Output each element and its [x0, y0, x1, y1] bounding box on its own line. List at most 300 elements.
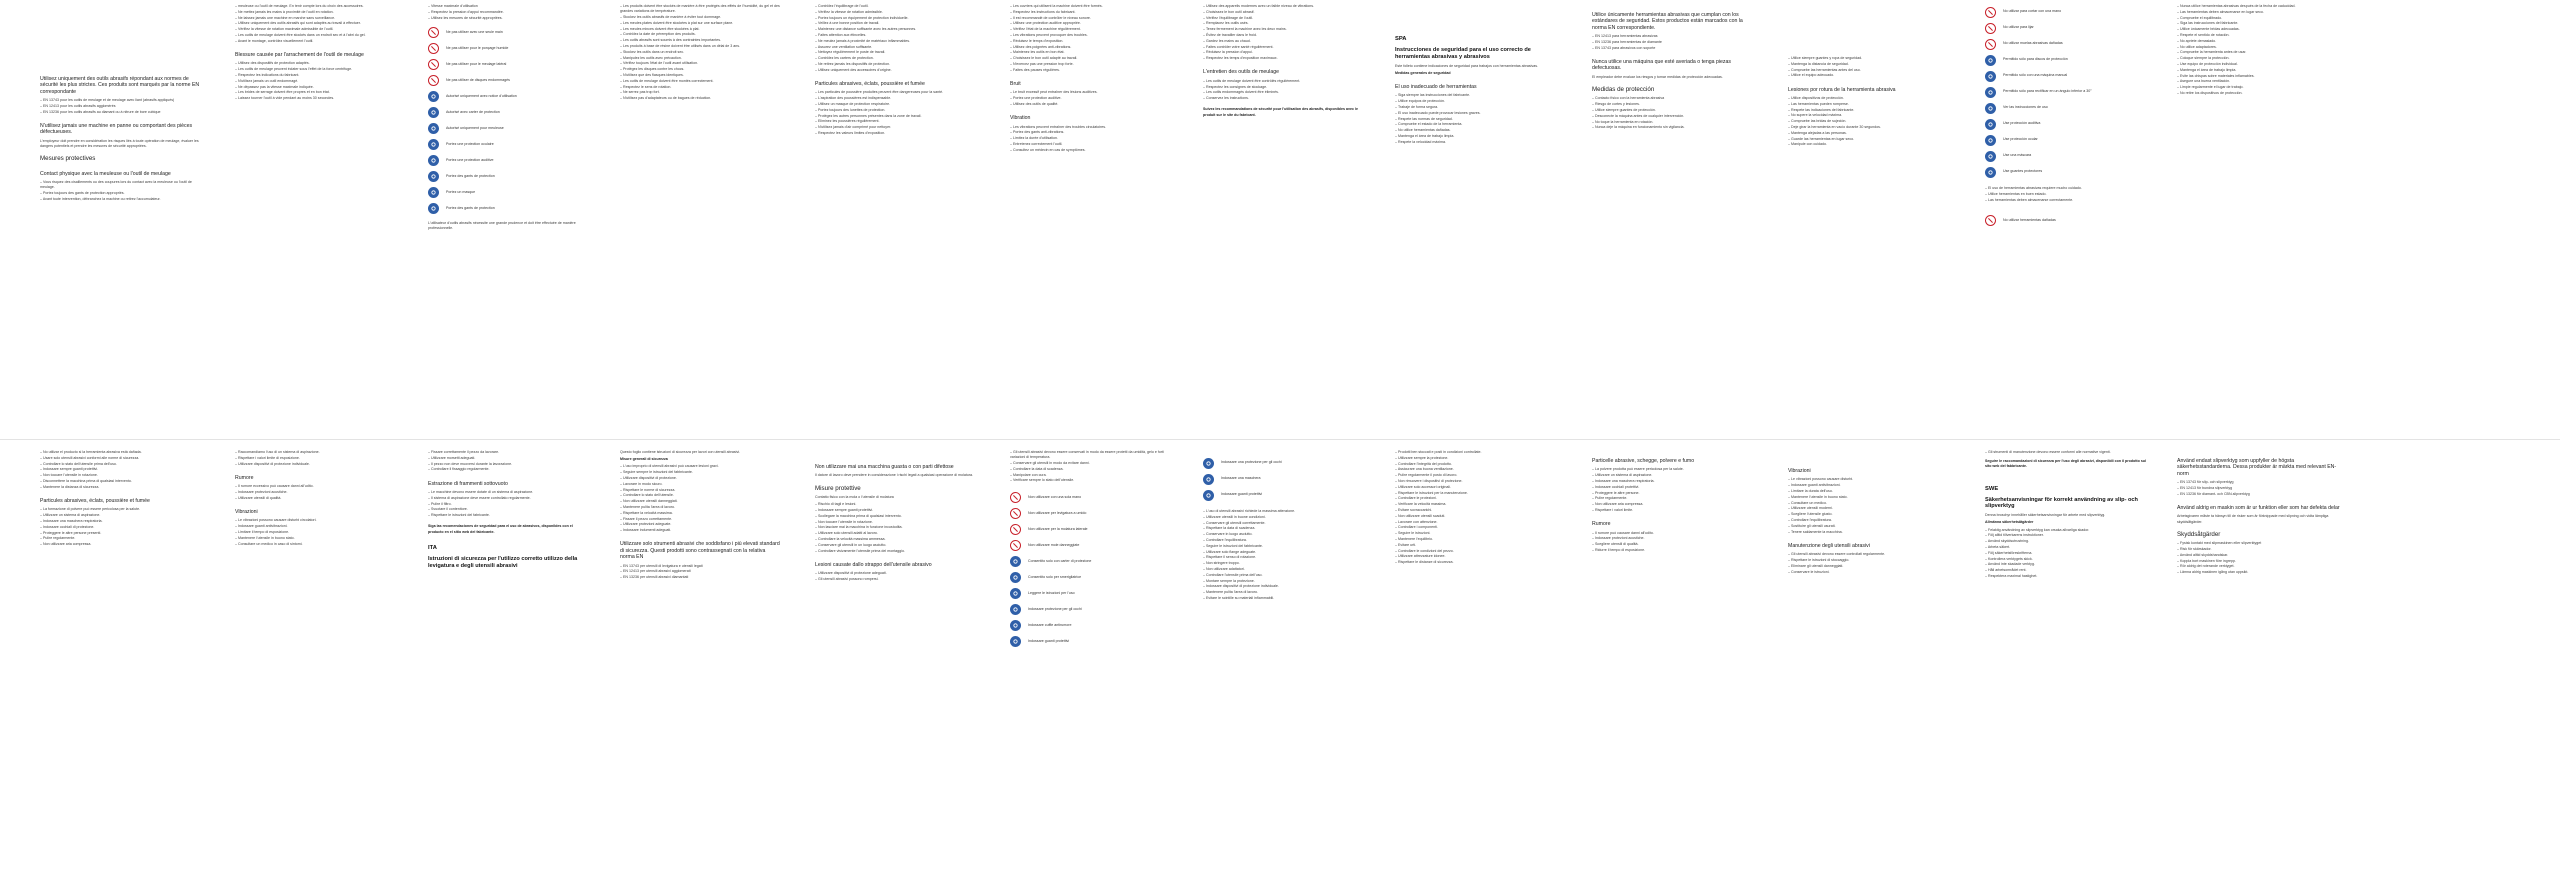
list-item: – Fissare correttamente il pezzo da lavorare. [428, 450, 588, 455]
glove-icon [428, 171, 439, 182]
list-item: – Använd inte skadade verktyg. [1985, 562, 2150, 567]
list-item: – Les outils abrasifs sont soumis à des contraintes importantes. [620, 38, 780, 43]
standards-list [2177, 480, 2342, 497]
bullet-list [1592, 96, 1757, 130]
col-fr-icons [428, 4, 588, 434]
list-item: – Risk för skärskador. [2177, 547, 2342, 552]
list-item: – Seguire le istruzioni. [1395, 531, 1560, 536]
icon-legend [1985, 4, 2150, 180]
section-heading: El uso inadecuado de herramientas [1395, 84, 1477, 90]
list-item: – Non toccare l'utensile in rotazione. [40, 473, 200, 478]
list-item: – Portez toujours un équipement de protection individuelle. [815, 16, 975, 21]
list-item: – Verificare sempre lo stato dell'utensile. [1010, 478, 1170, 483]
list-item: – Följ alltid tillverkarens instruktioner. [1985, 533, 2150, 538]
col-swe-1 [1985, 450, 2150, 870]
list-item: – Respectez les indications du fabricant. [235, 73, 395, 78]
list-item: – Utilisez une protection auditive appropriée. [1010, 21, 1170, 26]
symbol-row [1985, 84, 2150, 100]
list-item: – Non stringere troppo. [1203, 561, 1363, 566]
list-item: – Indossare una maschera respiratoria. [40, 519, 200, 524]
section-heading: Rumore [1592, 521, 1611, 528]
list-item: – Non utilizzare adattatori. [1203, 567, 1363, 572]
list-item: – EN 12413 pour les outils abrasifs agglomérés [40, 104, 200, 109]
bullet-list [235, 518, 395, 546]
no-damaged-icon [1985, 215, 1996, 226]
symbol-label: No utilizar herramientas dañadas [2003, 218, 2056, 223]
list-item: – Utilisez un masque de protection respiratoire. [815, 102, 975, 107]
section-heading: Lesiones por rotura de la herramienta abrasiva [1788, 86, 1896, 93]
machine-warning-heading: N'utilisez jamais une machine en panne ou comportant des pièces défectueuses. [40, 123, 193, 136]
symbol-label: No utilizar para cortar con una mano [2003, 9, 2062, 14]
list-item: – Les outils de meulage doivent être contrôlés régulièrement. [1203, 79, 1363, 84]
list-item: – Utilizzare solo accessori originali. [1395, 485, 1560, 490]
bullet-list [2177, 541, 2342, 575]
list-item: – Limpie regularmente el lugar de trabajo. [2177, 85, 2342, 90]
section-heading: Particules abrasives, éclats, poussière et fumée [815, 80, 925, 87]
section-heading: Rumore [235, 474, 254, 481]
list-item: – Scegliere utensili di qualità. [1592, 542, 1757, 547]
symbol-row [428, 185, 588, 201]
dust-icon [1203, 474, 1214, 485]
bullet-list [428, 4, 588, 21]
list-item: – Utilizzare utensili in buone condizioni. [1203, 515, 1363, 520]
col-ita-7 [1203, 455, 1363, 870]
symbol-label: Ne pas utiliser de disques endommagés [446, 78, 510, 83]
glove-icon [1203, 490, 1214, 501]
list-item: – Svuotare il contenitore. [428, 507, 588, 512]
document-title: Säkerhetsanvisningar för korrekt användning av slip- och slipverktyg [1985, 496, 2138, 510]
no-hand-icon [428, 27, 439, 38]
list-item: – Utilisez des dispositifs de protection adaptés. [235, 61, 395, 66]
section-heading: Bruit [1010, 80, 1021, 87]
list-item: – EN 12413 för bundna slipverktyg [2177, 486, 2342, 491]
eye-icon [428, 139, 439, 150]
symbol-label: Permitido sólo para discos de protección [2003, 57, 2068, 62]
symbol-row [1010, 634, 1170, 650]
list-item: – Limitare la durata dell'uso. [1788, 489, 1953, 494]
list-item: – Utilisez des appareils modernes avec un faible niveau de vibrations. [1203, 4, 1363, 9]
list-item: – N'utilisez que des flasques identiques. [620, 73, 780, 78]
list-item: – N'utilisez jamais un outil endommagé. [235, 79, 395, 84]
recommendation-note: Seguire le raccomandazioni di sicurezza per l'uso degli abrasivi, disponibili con il prodotto sul sito web del fabbricante. [1985, 459, 2147, 469]
list-item: – Montare sempre la protezione. [1203, 579, 1363, 584]
contact-list [40, 180, 200, 202]
list-item: – Rischio di tagli e lesioni. [815, 502, 975, 507]
list-item: – Kontrollera verktygets skick. [1985, 557, 2150, 562]
list-item: – Utilizzare utensili di qualità. [235, 496, 395, 501]
list-item: – Utilice herramientas en buen estado. [1985, 192, 2150, 197]
symbol-label: Ver las instrucciones de uso [2003, 105, 2048, 110]
symbol-row [428, 121, 588, 137]
symbol-row [428, 57, 588, 73]
list-item: – Seguire le istruzioni del fabbricante. [1203, 544, 1363, 549]
protection-icon [1985, 87, 1996, 98]
no-side-icon [1010, 524, 1021, 535]
list-item: – N'exercez pas une pression trop forte. [1010, 62, 1170, 67]
bullet-list [1395, 93, 1560, 145]
list-item: – EN 13743 pour les outils de meulage et de meulage avec liant (abrasifs appliqués) [40, 98, 200, 103]
section-heading: Blessure causée par l'arrachement de l'outil de meulage [235, 51, 364, 58]
list-item: – Nunca deje la máquina en funcionamiento sin vigilancia. [1592, 125, 1757, 130]
bullet-list [1592, 531, 1757, 554]
list-item: – Tenez fermement la machine avec les deux mains. [1203, 27, 1363, 32]
list-item: – Vérifiez la vitesse de rotation maximale admissible de l'outil. [235, 27, 395, 32]
list-item: – Mantenere l'utensile in buono stato. [235, 536, 395, 541]
section-heading: Manutenzione degli utensili abrasivi [1788, 542, 1870, 549]
list-item: – Consultez un médecin en cas de symptômes. [1010, 148, 1170, 153]
symbol-row [428, 105, 588, 121]
machine-warning-heading: Nunca utilice una máquina que esté averiada o tenga piezas defectuosas. [1592, 59, 1732, 72]
list-item: – Deje girar la herramienta en vacío durante 30 segundos. [1788, 125, 1953, 130]
symbol-label: Use protección ocular [2003, 137, 2038, 142]
list-item: – Faites attention aux étincelles. [815, 33, 975, 38]
list-item: – Koppla bort maskinen före ingrepp. [2177, 559, 2342, 564]
list-item: – Controllare l'integrità del prodotto. [1395, 462, 1560, 467]
list-item: – Controllare il fissaggio regolarmente. [428, 467, 588, 472]
symbol-label: Indossare guanti protettivi [1221, 492, 1263, 497]
symbol-row [428, 137, 588, 153]
col-ita-2 [235, 450, 395, 870]
list-item: – Utilice siempre guantes de protección. [1592, 108, 1757, 113]
list-item: – Siga las instrucciones del fabricante. [2177, 21, 2342, 26]
manual-icon [1010, 572, 1021, 583]
list-item: – Respectez les valeurs limites d'exposition. [815, 131, 975, 136]
standards-intro: Utilisez uniquement des outils abrasifs répondant aux normes de sécurité les plus strictes. Ces produits sont marqués par la norme EN correspondante [40, 76, 200, 95]
list-item: – Nunca utilice herramientas abrasivas después de la fecha de caducidad. [2177, 4, 2342, 9]
list-item: – Desconecte la máquina antes de cualquier intervención. [1592, 114, 1757, 119]
list-item: – Respete las normas de seguridad. [1395, 117, 1560, 122]
section-heading: Mesures protectives [40, 155, 96, 163]
list-item: – Prodotti ben stoccati e posti in condizioni controllate. [1395, 450, 1560, 455]
col-fr-intro [40, 68, 200, 436]
list-item: – Vérifiez la vitesse de rotation admissible. [815, 10, 975, 15]
list-item: – Mantenere la distanza di sicurezza. [40, 485, 200, 490]
list-item: – Guarde las herramientas en lugar seco. [1788, 137, 1953, 142]
recommendation-note: Suivez les recommandations de sécurité pour l'utilisation des abrasifs, disponibles avec le produit sur le site du fabricant. [1203, 107, 1359, 117]
symbol-row [428, 153, 588, 169]
list-item: – Non utilizzare aria compressa. [1592, 502, 1757, 507]
bullet-list [428, 450, 588, 473]
list-item: – Rispettare le norme di sicurezza. [620, 488, 780, 493]
col-ita-icons [1010, 450, 1170, 870]
list-item: – Mantenga la distancia de seguridad. [1788, 62, 1953, 67]
list-item: – Utilice equipos de protección. [1395, 99, 1560, 104]
warning-legend [1985, 213, 2150, 229]
list-item: – Indossare dispositivi di protezione individuale. [1203, 584, 1363, 589]
bullet-list [1395, 450, 1560, 565]
list-item: – Faites contrôler votre santé régulièrement. [1203, 45, 1363, 50]
standards-list [1592, 34, 1757, 51]
bullet-list [620, 464, 780, 533]
list-item: – Vitesse maximale d'utilisation [428, 4, 588, 9]
symbol-row [1010, 554, 1170, 570]
list-item: – Non lasciare mai la macchina in funzione incustodita. [815, 525, 975, 530]
body-text: Il datore di lavoro deve prendere in considerazione i rischi legati a qualsiasi operazione di molatura. [815, 473, 974, 478]
glove-icon [1010, 636, 1021, 647]
list-item: – Seguire sempre le istruzioni del fabbricante. [620, 470, 780, 475]
no-damaged-icon [1010, 540, 1021, 551]
section-heading: Misure generali di sicurezza [620, 457, 668, 462]
list-item: – No retire los dispositivos de protección. [2177, 91, 2342, 96]
dust-icon [428, 203, 439, 214]
bullet-list [1788, 477, 1953, 534]
no-damaged-icon [428, 75, 439, 86]
symbol-label: Portez une protection auditive [446, 158, 494, 163]
no-side-icon [1985, 39, 1996, 50]
list-item: – Les meules plates doivent être stockées à plat sur une surface plane. [620, 21, 780, 26]
section-heading: Misure protettive [815, 484, 861, 492]
list-item: – Les outils de meulage doivent être stockés dans un endroit sec et à l'abri du gel. [235, 33, 395, 38]
list-item: – Portez des gants anti-vibrations. [1010, 130, 1170, 135]
list-item: – Les outils de meulage doivent être montés correctement. [620, 79, 780, 84]
col-ita-4 [620, 450, 780, 870]
no-hand-icon [1010, 492, 1021, 503]
intro-text: Este folleto contiene indicaciones de seguridad para trabajos con herramientas abrasivas. [1395, 63, 1539, 68]
list-item: – EN 13743 för slip- och slipverktyg [2177, 480, 2342, 485]
list-item: – Réduisez la pression d'appui. [1203, 50, 1363, 55]
bullet-list [235, 61, 395, 101]
list-item: – Respectez les instructions du fabricant. [1010, 10, 1170, 15]
symbol-label: Permitido sólo con una máquina manual [2003, 73, 2068, 78]
panel-divider [0, 439, 2560, 440]
list-item: – EN 13236 para herramientas de diamante [1592, 40, 1757, 45]
list-item: – Non utilizzare utensili scaduti. [1395, 514, 1560, 519]
list-item: – Manipulez les outils avec précaution. [620, 56, 780, 61]
machine-warning-text: Arbetsgivaren måste ta hänsyn till de risker som är förknippade med slipning och vidta lämpliga skyddsåtgärder. [2177, 514, 2329, 524]
list-item: – Ridurre il tempo di esposizione. [1592, 548, 1757, 553]
symbol-label: Consentito solo con carter di protezione [1028, 558, 1092, 563]
section-heading: Vibrazioni [235, 509, 258, 515]
no-hand-icon [1985, 7, 1996, 18]
document-title: Instrucciones de seguridad para el uso correcto de herramientas abrasivas y abrasivos [1395, 47, 1531, 60]
list-item: – Håll arbetsområdet rent. [1985, 568, 2150, 573]
bullet-list [815, 502, 975, 554]
list-item: – Tenere saldamente la macchina. [1788, 530, 1953, 535]
symbol-label: Indossare una protezione per gli occhi [1221, 460, 1282, 465]
list-item: – El uso de herramientas abrasivas requiere mucho cuidado. [1985, 186, 2150, 191]
list-item: – Entretenez correctement l'outil. [1010, 142, 1170, 147]
bullet-list [40, 507, 200, 547]
list-item: – Mantenga el área de trabajo limpia. [1395, 134, 1560, 139]
symbol-row [1010, 522, 1170, 538]
list-item: – Utilizzare attrezzature idonee. [1395, 554, 1560, 559]
list-item: – Gli utensili abrasivi devono essere conservati in modo da essere protetti da umidità, gelo e forti variazioni di temperatura. [1010, 450, 1170, 460]
list-item: – Utilisez uniquement des outils abrasifs qui sont adaptés au travail à effectuer. [235, 21, 395, 26]
symbol-row [1985, 20, 2150, 36]
list-item: – Rispettare i valori limite. [1592, 508, 1757, 513]
list-item: – Använd skyddsutrustning. [1985, 539, 2150, 544]
list-item: – Mantenere l'equilibrio. [1395, 537, 1560, 542]
list-item: – N'utilisez pas d'adaptateurs ou de bagues de réduction. [620, 96, 780, 101]
list-item: – Lämna aldrig maskinen igång utan uppsikt. [2177, 570, 2342, 575]
list-item: – Utilizzare solo utensili adatti al lavoro. [815, 531, 975, 536]
manual-icon [428, 91, 439, 102]
eye-icon [1985, 135, 1996, 146]
closing-note: L'utilisateur d'outils abrasifs nécessite une grande prudence et doit être effectuée de manière professionnelle. [428, 220, 576, 230]
list-item: – Rispettare le istruzioni di stoccaggio. [1788, 558, 1953, 563]
symbol-label: Autorisé uniquement avec notice d'utilisation [446, 94, 517, 99]
bullet-list [620, 4, 780, 101]
bullet-list [1010, 125, 1170, 153]
bullet-list [1010, 4, 1170, 73]
list-item: – Controllare le protezioni. [1395, 496, 1560, 501]
list-item: – Le macchine devono essere dotate di un sistema di aspirazione. [428, 490, 588, 495]
section-heading: Skyddsåtgärder [2177, 530, 2221, 538]
bullet-list [1985, 528, 2150, 580]
symbol-row [1985, 100, 2150, 116]
list-item: – Proteggere le altre persone presenti. [40, 531, 200, 536]
list-item: – Evite las chispas sobre materiales inflamables. [2177, 74, 2342, 79]
symbol-row [1203, 471, 1363, 487]
list-item: – Choisissez le bon outil abrasif. [1203, 10, 1363, 15]
list-item: – Controllare l'utensile prima dell'uso. [1203, 573, 1363, 578]
list-item: – Les vibrations peuvent entraîner des troubles circulatoires. [1010, 125, 1170, 130]
list-item: – Respektera maximal hastighet. [1985, 574, 2150, 579]
list-item: – Contacto físico con la herramienta abrasiva [1592, 96, 1757, 101]
instructions-icon [1010, 588, 1021, 599]
bullet-list [1203, 79, 1363, 102]
symbol-label: Consentito solo per smerigliatrice [1028, 574, 1082, 579]
list-item: – Lavorare in modo sicuro. [620, 482, 780, 487]
list-item: – Utilizzare solo flange adeguate. [1203, 550, 1363, 555]
symbol-label: Non utilizzare per la molatura laterale [1028, 526, 1088, 531]
symbol-row [1985, 164, 2150, 180]
symbol-row [1010, 586, 1170, 602]
list-item: – Indossare occhiali protettivi. [1592, 485, 1757, 490]
list-item: – Ne mettez jamais les mains à proximité de l'outil en rotation. [235, 10, 395, 15]
list-item: – EN 13743 per utensili di levigatura e utensili legati [620, 564, 780, 569]
list-item: – Non utilizzare aria compressa. [40, 542, 200, 547]
list-item: – Il est recommandé de contrôler le niveau sonore. [1010, 16, 1170, 21]
list-item: – Conservare gli utensili in un luogo asciutto. [815, 543, 975, 548]
list-item: – Controllare lo stato dell'utensile. [620, 493, 780, 498]
intro-text: Questo foglio contiene istruzioni di sicurezza per lavori con utensili abrasivi. [620, 450, 741, 454]
symbol-row [428, 41, 588, 57]
symbol-label: Ne pas utiliser pour le ponçage humide [446, 46, 509, 51]
list-item: – Indossare sempre guanti protettivi. [815, 508, 975, 513]
list-item: – Il sistema di aspirazione deve essere controllato regolarmente. [428, 496, 588, 501]
list-item: – Utilice dispositivos de protección. [1788, 96, 1953, 101]
list-item: – Limitare il tempo di esposizione. [235, 530, 395, 535]
list-item: – Utilizzare dispositivi di protezione adeguati. [815, 571, 975, 576]
icon-legend [1010, 490, 1170, 650]
list-item: – Consultare un medico. [1788, 501, 1953, 506]
list-item: – Limitez la durée d'utilisation. [1010, 136, 1170, 141]
symbol-label: Portez un masque [446, 190, 476, 195]
symbol-label: Autorisé avec carter de protection [446, 110, 500, 115]
list-item: – Pulire regolarmente il posto di lavoro. [1395, 473, 1560, 478]
list-item: – Utilizzare dispositivi di protezione. [620, 476, 780, 481]
list-item: – Utilizzare morsetti adeguati. [428, 456, 588, 461]
symbol-label: Use guantes protectores [2003, 169, 2043, 174]
glove-icon [1985, 167, 1996, 178]
list-item: – Contrôlez l'équilibrage de l'outil. [815, 4, 975, 9]
list-item: – Pulire regolarmente. [40, 536, 200, 541]
list-item: – Gli utensili abrasivi possono rompersi. [815, 577, 975, 582]
symbol-label: Indossare guanti protettivi [1028, 638, 1070, 643]
col-spa-5 [2177, 4, 2342, 434]
standards-list [40, 98, 200, 115]
list-item: – Nettoyez régulièrement le poste de travail. [815, 50, 975, 55]
list-item: – Respectez la pression d'appui recommandée. [428, 10, 588, 15]
list-item: – Vérifiez l'état de la machine régulièrement. [1010, 27, 1170, 32]
section-heading: Medidas de protección [1592, 86, 1655, 94]
symbol-row [1010, 506, 1170, 522]
no-wet-icon [428, 43, 439, 54]
list-item: – Las herramientas pueden romperse. [1788, 102, 1953, 107]
list-item: – Utilice el equipo adecuado. [1788, 73, 1953, 78]
list-item: – Vous risquez des cisaillements ou des coupures lors du contact avec la meuleuse ou l'outil de meulage. [40, 180, 200, 190]
list-item: – Indossare indumenti adeguati. [620, 528, 780, 533]
bullet-list [815, 571, 975, 582]
bullet-list [2177, 4, 2342, 96]
list-item: – Les outils de meulage peuvent éclater sous l'effet de la force centrifuge. [235, 67, 395, 72]
col-spa-icons [1985, 4, 2150, 434]
list-item: – Controllare le condizioni del pezzo. [1395, 549, 1560, 554]
col-ita-5 [815, 456, 975, 870]
list-item: – Raccomandiamo l'uso di un sistema di aspirazione. [235, 450, 395, 455]
symbol-label: Ne pas utiliser avec une seule main [446, 30, 503, 35]
section-heading: Vibrazioni [1788, 468, 1811, 474]
list-item: – Ne meulez jamais à proximité de matériaux inflammables. [815, 39, 975, 44]
ear-icon [428, 155, 439, 166]
list-item: – Compruebe las herramientas antes del uso. [1788, 68, 1953, 73]
list-item: – Indossare protezioni acustiche. [1592, 536, 1757, 541]
list-item: – Eliminez les poussières régulièrement. [815, 119, 975, 124]
symbol-row [1985, 36, 2150, 52]
standards-intro: Utilice únicamente herramientas abrasivas que cumplan con los estándares de seguridad. Estos productos están marcados con la norma EN correspondiente. [1592, 12, 1743, 31]
list-item: – Fysisk kontakt med slipmaskinen eller slipverktyget [2177, 541, 2342, 546]
symbol-row [1010, 538, 1170, 554]
symbol-row [1985, 116, 2150, 132]
bullet-list [1985, 450, 2150, 455]
permit-icon [1985, 55, 1996, 66]
list-item: – Utilizzare sempre la protezione. [1395, 456, 1560, 461]
list-item: – Avant toute intervention, débranchez la machine ou retirez l'accumulateur. [40, 197, 200, 202]
symbol-row [1985, 148, 2150, 164]
list-item: – Contrôlez les carters de protection. [815, 56, 975, 61]
list-item: – Sostituire gli utensili usurati. [1788, 524, 1953, 529]
list-item: – Respectez les consignes de stockage. [1203, 85, 1363, 90]
list-item: – Utilisez des poignées anti-vibrations. [1010, 45, 1170, 50]
standards-list [620, 564, 780, 581]
list-item: – Choisissez le bon outil adapté au travail. [1010, 56, 1170, 61]
list-item: – Controllare la data di scadenza. [1010, 467, 1170, 472]
standards-intro: Använd endast slipverktyg som uppfyller de högsta säkerhetsstandarderna. Dessa produkter är märkta med relevant EN-norm [2177, 458, 2337, 477]
list-item: – EN 13236 per utensili abrasivi diamantati [620, 575, 780, 580]
list-item: – Las herramientas deben almacenarse en lugar seco. [2177, 10, 2342, 15]
col-fr-6 [1010, 4, 1170, 434]
list-item: – Utilice únicamente bridas adecuadas. [2177, 27, 2342, 32]
list-item: – Ne retirez jamais les dispositifs de protection. [815, 62, 975, 67]
symbol-row [428, 89, 588, 105]
list-item: – Portez toujours des lunettes de protection. [815, 108, 975, 113]
list-item: – Conservare le istruzioni. [1788, 570, 1953, 575]
list-item: – Veillez à une bonne position de travail. [815, 21, 975, 26]
col-fr-2 [235, 4, 395, 434]
list-item: – Vérifiez l'équilibrage de l'outil. [1203, 16, 1363, 21]
no-wet-icon [1010, 508, 1021, 519]
symbol-row [1985, 213, 2150, 229]
symbol-row [1010, 570, 1170, 586]
symbol-row [1010, 602, 1170, 618]
list-item: – Asegure una buena ventilación. [2177, 79, 2342, 84]
list-item: – Compruebe la herramienta antes de usar. [2177, 50, 2342, 55]
list-item: – Pulire regolarmente. [1592, 496, 1757, 501]
list-item: – Il rumore può causare danni all'udito. [1592, 531, 1757, 536]
list-item: – Portez une protection auditive. [1010, 96, 1170, 101]
machine-warning-text: L'employeur doit prendre en considération les risques liés à toute opération de meulage, évaluer les dangers potentiels et prendre les mesures de sécurité appropriées. [40, 138, 199, 149]
